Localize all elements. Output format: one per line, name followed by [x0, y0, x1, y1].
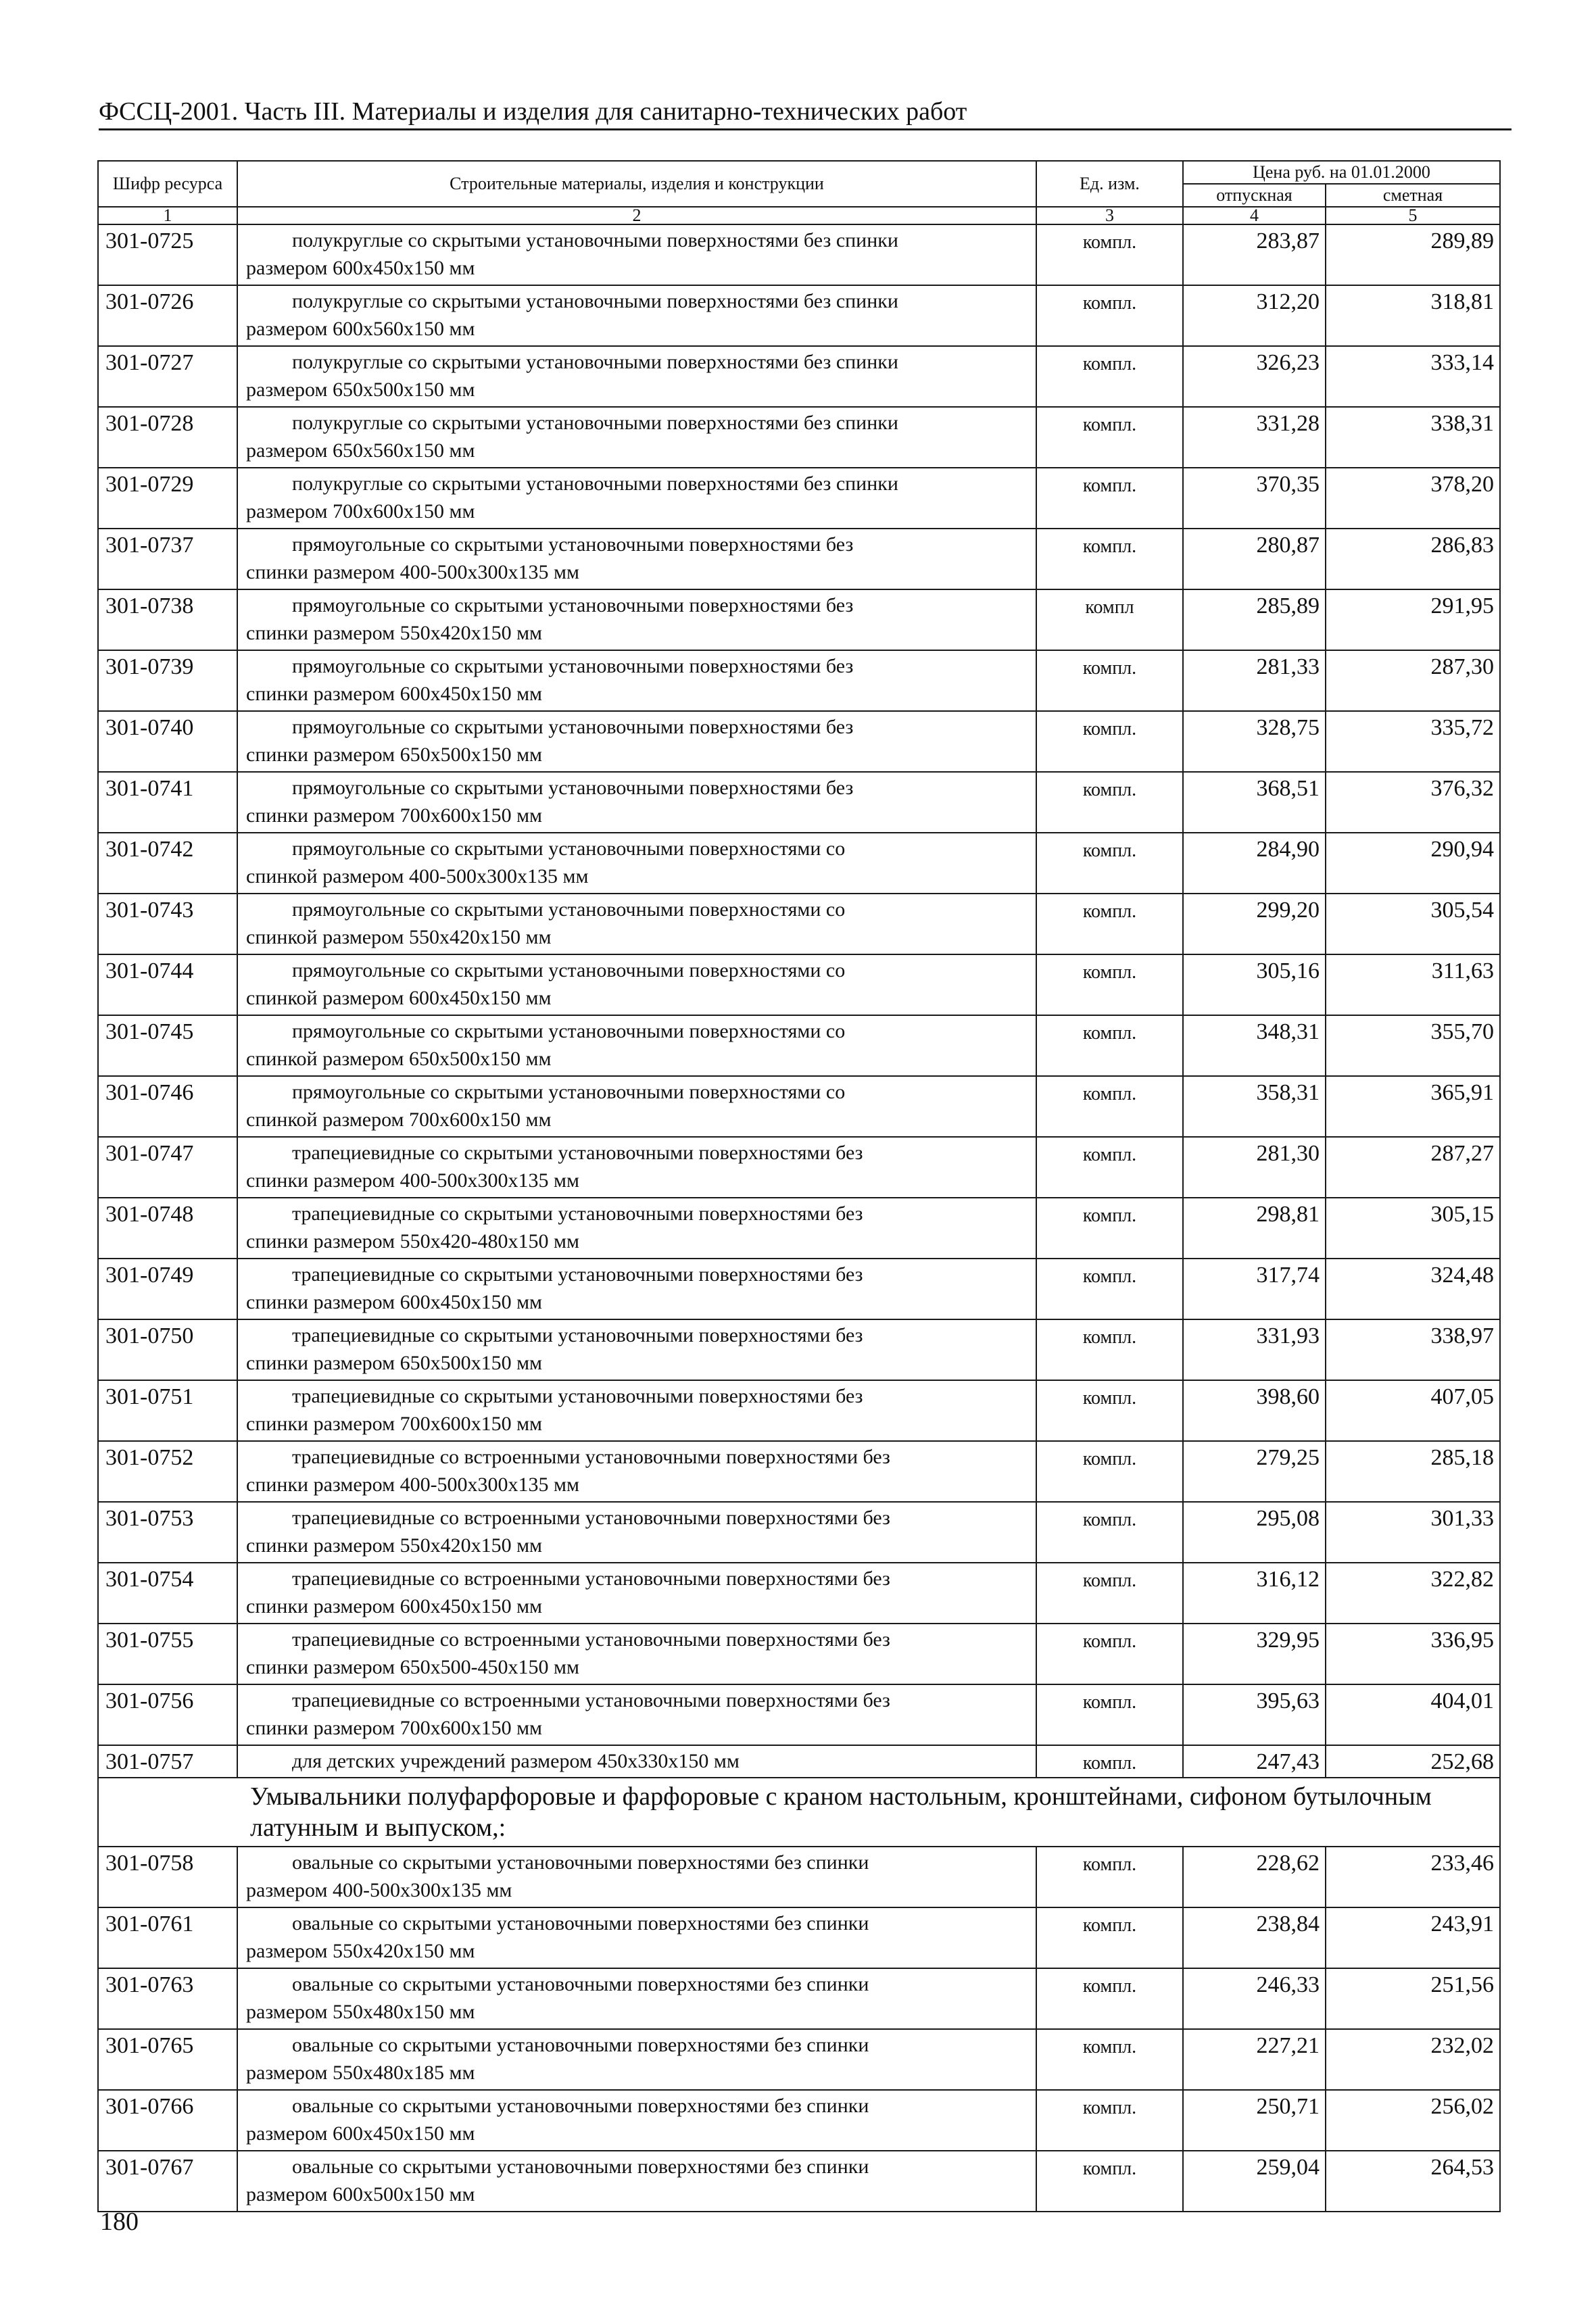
table-row — [98, 1847, 1500, 1907]
column-number: 4 — [1183, 207, 1326, 224]
unit-cell: компл. — [1036, 1380, 1183, 1441]
description-line: трапециевидные со встроенными установочными поверхностями без — [292, 1507, 890, 1529]
unit-cell: компл. — [1036, 468, 1183, 529]
material-description — [237, 1502, 1036, 1563]
table-row — [98, 2151, 1500, 2212]
price-estimate: 232,02 — [1326, 2029, 1500, 2090]
price-release: 331,28 — [1183, 407, 1326, 468]
material-description — [237, 224, 1036, 285]
resource-code: 301-0751 — [98, 1380, 237, 1441]
price-release: 228,62 — [1183, 1847, 1326, 1907]
description-line: прямоугольные со скрытыми установочными поверхностями со — [292, 959, 846, 981]
price-release: 358,31 — [1183, 1076, 1326, 1137]
price-estimate: 286,83 — [1326, 529, 1500, 589]
price-release: 312,20 — [1183, 285, 1326, 346]
resource-code: 301-0749 — [98, 1259, 237, 1319]
resource-code: 301-0763 — [98, 1968, 237, 2029]
material-description — [237, 589, 1036, 650]
table-row — [98, 1076, 1500, 1137]
material-description — [237, 2151, 1036, 2212]
price-estimate: 311,63 — [1326, 954, 1500, 1015]
resource-code: 301-0737 — [98, 529, 237, 589]
description-line: полукруглые со скрытыми установочными поверхностями без спинки — [292, 412, 898, 434]
material-description — [237, 1319, 1036, 1380]
description-line: спинки размером 400-500х300х135 мм — [246, 1169, 580, 1192]
price-estimate: 355,70 — [1326, 1015, 1500, 1076]
table-row — [98, 1198, 1500, 1259]
header-price-release: отпускная — [1183, 184, 1326, 207]
resource-code: 301-0738 — [98, 589, 237, 650]
column-number: 2 — [237, 207, 1036, 224]
description-line: трапециевидные со скрытыми установочными поверхностями без — [292, 1142, 863, 1164]
price-release: 305,16 — [1183, 954, 1326, 1015]
table-body-single — [98, 1745, 1500, 1847]
column-number: 3 — [1036, 207, 1183, 224]
table-row — [98, 711, 1500, 772]
material-description — [237, 772, 1036, 833]
unit-cell: компл. — [1036, 1563, 1183, 1624]
material-description — [237, 529, 1036, 589]
description-line: спинки размером 700х600х150 мм — [246, 1717, 543, 1739]
price-estimate: 365,91 — [1326, 1076, 1500, 1137]
price-estimate: 305,54 — [1326, 894, 1500, 954]
price-estimate: 336,95 — [1326, 1624, 1500, 1684]
resource-code: 301-0742 — [98, 833, 237, 894]
price-release: 331,93 — [1183, 1319, 1326, 1380]
price-release: 370,35 — [1183, 468, 1326, 529]
price-estimate: 252,68 — [1326, 1745, 1500, 1778]
unit-cell: компл. — [1036, 1745, 1183, 1778]
description-line: спинкой размером 550х420х150 мм — [246, 926, 552, 948]
unit-cell: компл. — [1036, 711, 1183, 772]
material-description — [237, 1015, 1036, 1076]
material-description — [237, 833, 1036, 894]
material-description — [237, 1684, 1036, 1745]
description-line: трапециевидные со встроенными установочными поверхностями без — [292, 1689, 890, 1711]
resource-code: 301-0761 — [98, 1907, 237, 1968]
price-release: 398,60 — [1183, 1380, 1326, 1441]
description-line: спинки размером 550х420х150 мм — [246, 1534, 543, 1557]
resource-code: 301-0743 — [98, 894, 237, 954]
table-row — [98, 2090, 1500, 2151]
table-row — [98, 1380, 1500, 1441]
resource-code: 301-0755 — [98, 1624, 237, 1684]
description-line: овальные со скрытыми установочными поверхностями без спинки — [292, 1851, 869, 1874]
table-row — [98, 1015, 1500, 1076]
resource-code: 301-0741 — [98, 772, 237, 833]
material-description — [237, 1847, 1036, 1907]
material-description — [237, 1624, 1036, 1684]
table-row — [98, 2029, 1500, 2090]
description-line: размером 550х480х150 мм — [246, 2001, 475, 2023]
unit-cell: компл. — [1036, 1968, 1183, 2029]
description-line: прямоугольные со скрытыми установочными поверхностями без — [292, 594, 854, 616]
price-release: 348,31 — [1183, 1015, 1326, 1076]
description-line: трапециевидные со встроенными установочными поверхностями без — [292, 1567, 890, 1590]
price-estimate: 318,81 — [1326, 285, 1500, 346]
description-line: для детских учреждений размером 450х330х150 мм — [292, 1750, 740, 1772]
resource-code: 301-0727 — [98, 346, 237, 407]
table-body-washbasins — [98, 1847, 1500, 2212]
material-description — [237, 1907, 1036, 1968]
price-release: 284,90 — [1183, 833, 1326, 894]
description-line: овальные со скрытыми установочными поверхностями без спинки — [292, 2155, 869, 2178]
description-line: спинкой размером 400-500х300х135 мм — [246, 865, 589, 887]
price-release: 298,81 — [1183, 1198, 1326, 1259]
description-line: спинки размером 600х450х150 мм — [246, 683, 543, 705]
unit-cell: компл — [1036, 589, 1183, 650]
price-estimate: 407,05 — [1326, 1380, 1500, 1441]
description-line: спинкой размером 650х500х150 мм — [246, 1048, 552, 1070]
price-release: 395,63 — [1183, 1684, 1326, 1745]
table-row — [98, 346, 1500, 407]
description-line: спинки размером 700х600х150 мм — [246, 1413, 543, 1435]
column-number-row — [98, 207, 1500, 224]
description-line: полукруглые со скрытыми установочными поверхностями без спинки — [292, 472, 898, 495]
price-estimate: 285,18 — [1326, 1441, 1500, 1502]
price-release: 250,71 — [1183, 2090, 1326, 2151]
description-line: размером 650х500х150 мм — [246, 379, 475, 401]
header-materials: Строительные материалы, изделия и конструкции — [237, 161, 1036, 207]
unit-cell: компл. — [1036, 1198, 1183, 1259]
resource-code: 301-0725 — [98, 224, 237, 285]
description-line: размером 550х480х185 мм — [246, 2062, 475, 2084]
price-release: 316,12 — [1183, 1563, 1326, 1624]
price-estimate: 301,33 — [1326, 1502, 1500, 1563]
material-description — [237, 285, 1036, 346]
table-header — [98, 161, 1500, 224]
price-release: 368,51 — [1183, 772, 1326, 833]
resource-code: 301-0744 — [98, 954, 237, 1015]
unit-cell: компл. — [1036, 1441, 1183, 1502]
unit-cell: компл. — [1036, 894, 1183, 954]
description-line: прямоугольные со скрытыми установочными поверхностями без — [292, 533, 854, 556]
resource-code: 301-0766 — [98, 2090, 237, 2151]
material-description — [237, 954, 1036, 1015]
table-row — [98, 954, 1500, 1015]
resource-code: 301-0767 — [98, 2151, 237, 2212]
table-row — [98, 650, 1500, 711]
description-line: трапециевидные со скрытыми установочными поверхностями без — [292, 1202, 863, 1225]
unit-cell: компл. — [1036, 407, 1183, 468]
material-description — [237, 468, 1036, 529]
description-line: спинки размером 400-500х300х135 мм — [246, 1473, 580, 1496]
description-line: спинки размером 650х500х150 мм — [246, 1352, 543, 1374]
unit-cell: компл. — [1036, 772, 1183, 833]
material-description — [237, 1745, 1036, 1778]
resource-code: 301-0754 — [98, 1563, 237, 1624]
table-row — [98, 772, 1500, 833]
price-release: 279,25 — [1183, 1441, 1326, 1502]
description-line: размером 400-500х300х135 мм — [246, 1879, 512, 1901]
section-title: Умывальники полуфарфоровые и фарфоровые с краном настольным, кронштейнами, сифоном бутылочным латунным и выпуском,: — [98, 1778, 1500, 1847]
price-estimate: 287,27 — [1326, 1137, 1500, 1198]
price-release: 259,04 — [1183, 2151, 1326, 2212]
price-estimate: 256,02 — [1326, 2090, 1500, 2151]
material-description — [237, 2029, 1036, 2090]
price-estimate: 291,95 — [1326, 589, 1500, 650]
description-line: прямоугольные со скрытыми установочными поверхностями без — [292, 777, 854, 799]
price-release: 317,74 — [1183, 1259, 1326, 1319]
price-release: 295,08 — [1183, 1502, 1326, 1563]
price-release: 281,30 — [1183, 1137, 1326, 1198]
description-line: спинки размером 600х450х150 мм — [246, 1291, 543, 1313]
description-line: размером 600х450х150 мм — [246, 2122, 475, 2145]
table-row — [98, 1907, 1500, 1968]
description-line: спинки размером 650х500-450х150 мм — [246, 1656, 580, 1678]
table-row — [98, 1563, 1500, 1624]
table-row — [98, 224, 1500, 285]
description-line: трапециевидные со скрытыми установочными поверхностями без — [292, 1385, 863, 1407]
price-estimate: 335,72 — [1326, 711, 1500, 772]
description-line: прямоугольные со скрытыми установочными поверхностями со — [292, 1081, 846, 1103]
unit-cell: компл. — [1036, 2090, 1183, 2151]
resource-code: 301-0728 — [98, 407, 237, 468]
material-description — [237, 2090, 1036, 2151]
description-line: прямоугольные со скрытыми установочными поверхностями без — [292, 655, 854, 677]
section-row — [98, 1778, 1500, 1847]
table-row — [98, 529, 1500, 589]
header-unit: Ед. изм. — [1036, 161, 1183, 207]
description-line: спинки размером 700х600х150 мм — [246, 804, 543, 827]
table-row — [98, 407, 1500, 468]
resource-code: 301-0726 — [98, 285, 237, 346]
table-row — [98, 1684, 1500, 1745]
price-release: 238,84 — [1183, 1907, 1326, 1968]
price-table — [97, 160, 1501, 2212]
description-line: прямоугольные со скрытыми установочными поверхностями со — [292, 898, 846, 921]
description-line: размером 600х560х150 мм — [246, 318, 475, 340]
price-estimate: 338,97 — [1326, 1319, 1500, 1380]
page-number: 180 — [100, 2208, 139, 2236]
unit-cell: компл. — [1036, 1259, 1183, 1319]
material-description — [237, 407, 1036, 468]
description-line: трапециевидные со встроенными установочными поверхностями без — [292, 1628, 890, 1651]
header-code: Шифр ресурса — [98, 161, 237, 207]
description-line: полукруглые со скрытыми установочными поверхностями без спинки — [292, 290, 898, 312]
unit-cell: компл. — [1036, 285, 1183, 346]
resource-code: 301-0740 — [98, 711, 237, 772]
price-estimate: 322,82 — [1326, 1563, 1500, 1624]
price-estimate: 243,91 — [1326, 1907, 1500, 1968]
table-body-basins — [98, 224, 1500, 1745]
unit-cell: компл. — [1036, 529, 1183, 589]
material-description — [237, 894, 1036, 954]
price-release: 326,23 — [1183, 346, 1326, 407]
resource-code: 301-0753 — [98, 1502, 237, 1563]
price-estimate: 290,94 — [1326, 833, 1500, 894]
price-estimate: 289,89 — [1326, 224, 1500, 285]
table-row — [98, 1624, 1500, 1684]
description-line: спинки размером 550х420-480х150 мм — [246, 1230, 580, 1252]
header-price-estimate: сметная — [1326, 184, 1500, 207]
material-description — [237, 1137, 1036, 1198]
column-number: 5 — [1326, 207, 1500, 224]
price-estimate: 251,56 — [1326, 1968, 1500, 2029]
description-line: овальные со скрытыми установочными поверхностями без спинки — [292, 2034, 869, 2056]
price-release: 299,20 — [1183, 894, 1326, 954]
description-line: спинки размером 550х420х150 мм — [246, 622, 543, 644]
unit-cell: компл. — [1036, 650, 1183, 711]
table-row — [98, 894, 1500, 954]
table-row — [98, 1502, 1500, 1563]
material-description — [237, 1259, 1036, 1319]
table-row — [98, 589, 1500, 650]
resource-code: 301-0758 — [98, 1847, 237, 1907]
price-estimate: 287,30 — [1326, 650, 1500, 711]
unit-cell: компл. — [1036, 2151, 1183, 2212]
table-row — [98, 1137, 1500, 1198]
description-line: спинки размером 400-500х300х135 мм — [246, 561, 580, 583]
header-price-group: Цена руб. на 01.01.2000 — [1183, 161, 1500, 184]
price-estimate: 376,32 — [1326, 772, 1500, 833]
table-row — [98, 1441, 1500, 1502]
table-row — [98, 1745, 1500, 1778]
price-release: 285,89 — [1183, 589, 1326, 650]
unit-cell: компл. — [1036, 1015, 1183, 1076]
description-line: трапециевидные со встроенными установочными поверхностями без — [292, 1446, 890, 1468]
table-row — [98, 1968, 1500, 2029]
unit-cell: компл. — [1036, 833, 1183, 894]
price-release: 280,87 — [1183, 529, 1326, 589]
unit-cell: компл. — [1036, 346, 1183, 407]
resource-code: 301-0745 — [98, 1015, 237, 1076]
description-line: овальные со скрытыми установочными поверхностями без спинки — [292, 1912, 869, 1934]
table-row — [98, 285, 1500, 346]
material-description — [237, 1563, 1036, 1624]
price-release: 246,33 — [1183, 1968, 1326, 2029]
material-description — [237, 650, 1036, 711]
description-line: размером 550х420х150 мм — [246, 1940, 475, 1962]
description-line: овальные со скрытыми установочными поверхностями без спинки — [292, 1973, 869, 1995]
description-line: спинкой размером 600х450х150 мм — [246, 987, 552, 1009]
material-description — [237, 1380, 1036, 1441]
price-estimate: 333,14 — [1326, 346, 1500, 407]
material-description — [237, 1441, 1036, 1502]
material-description — [237, 1198, 1036, 1259]
material-description — [237, 711, 1036, 772]
description-line: размером 650х560х150 мм — [246, 439, 475, 462]
material-description — [237, 1076, 1036, 1137]
description-line: спинки размером 600х450х150 мм — [246, 1595, 543, 1617]
table-row — [98, 833, 1500, 894]
description-line: прямоугольные со скрытыми установочными поверхностями со — [292, 837, 846, 860]
resource-code: 301-0765 — [98, 2029, 237, 2090]
resource-code: 301-0752 — [98, 1441, 237, 1502]
resource-code: 301-0757 — [98, 1745, 237, 1778]
unit-cell: компл. — [1036, 1137, 1183, 1198]
price-release: 328,75 — [1183, 711, 1326, 772]
unit-cell: компл. — [1036, 1076, 1183, 1137]
unit-cell: компл. — [1036, 2029, 1183, 2090]
description-line: спинкой размером 700х600х150 мм — [246, 1108, 552, 1131]
material-description — [237, 346, 1036, 407]
description-line: трапециевидные со скрытыми установочными поверхностями без — [292, 1324, 863, 1346]
table-row — [98, 1319, 1500, 1380]
unit-cell: компл. — [1036, 1319, 1183, 1380]
description-line: спинки размером 650х500х150 мм — [246, 744, 543, 766]
description-line: прямоугольные со скрытыми установочными поверхностями без — [292, 716, 854, 738]
resource-code: 301-0746 — [98, 1076, 237, 1137]
price-estimate: 233,46 — [1326, 1847, 1500, 1907]
table-row — [98, 1259, 1500, 1319]
description-line: полукруглые со скрытыми установочными поверхностями без спинки — [292, 351, 898, 373]
price-estimate: 305,15 — [1326, 1198, 1500, 1259]
price-release: 227,21 — [1183, 2029, 1326, 2090]
price-estimate: 378,20 — [1326, 468, 1500, 529]
price-release: 329,95 — [1183, 1624, 1326, 1684]
unit-cell: компл. — [1036, 1624, 1183, 1684]
resource-code: 301-0747 — [98, 1137, 237, 1198]
description-line: размером 600х500х150 мм — [246, 2183, 475, 2206]
price-release: 281,33 — [1183, 650, 1326, 711]
unit-cell: компл. — [1036, 224, 1183, 285]
price-estimate: 324,48 — [1326, 1259, 1500, 1319]
resource-code: 301-0729 — [98, 468, 237, 529]
price-release: 283,87 — [1183, 224, 1326, 285]
description-line: прямоугольные со скрытыми установочными поверхностями со — [292, 1020, 846, 1042]
price-estimate: 264,53 — [1326, 2151, 1500, 2212]
unit-cell: компл. — [1036, 1684, 1183, 1745]
description-line: овальные со скрытыми установочными поверхностями без спинки — [292, 2095, 869, 2117]
price-estimate: 404,01 — [1326, 1684, 1500, 1745]
unit-cell: компл. — [1036, 954, 1183, 1015]
price-release: 247,43 — [1183, 1745, 1326, 1778]
page-header: ФССЦ-2001. Часть III. Материалы и изделия для санитарно-технических работ — [99, 96, 1512, 130]
description-line: трапециевидные со скрытыми установочными поверхностями без — [292, 1263, 863, 1286]
description-line: размером 700х600х150 мм — [246, 500, 475, 522]
description-line: полукруглые со скрытыми установочными поверхностями без спинки — [292, 229, 898, 251]
resource-code: 301-0756 — [98, 1684, 237, 1745]
price-estimate: 338,31 — [1326, 407, 1500, 468]
column-number: 1 — [98, 207, 237, 224]
table-row — [98, 468, 1500, 529]
description-line: размером 600х450х150 мм — [246, 257, 475, 279]
unit-cell: компл. — [1036, 1907, 1183, 1968]
unit-cell: компл. — [1036, 1847, 1183, 1907]
unit-cell: компл. — [1036, 1502, 1183, 1563]
resource-code: 301-0739 — [98, 650, 237, 711]
resource-code: 301-0748 — [98, 1198, 237, 1259]
material-description — [237, 1968, 1036, 2029]
resource-code: 301-0750 — [98, 1319, 237, 1380]
